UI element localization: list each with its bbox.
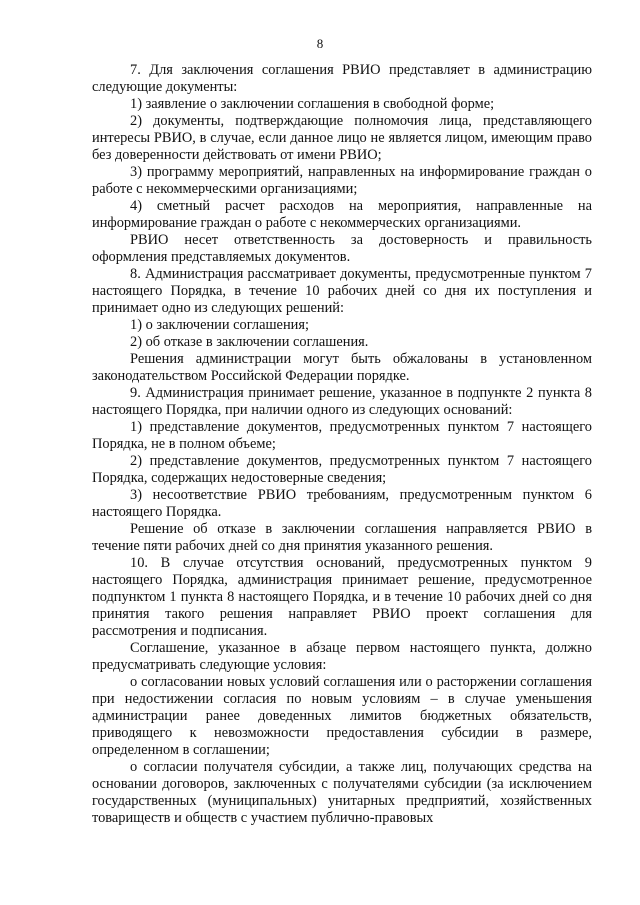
paragraph-7-item-1: 1) заявление о заключении соглашения в свободной форме; [130,96,495,112]
paragraph-9-refusal-notice: Решение об отказе в заключении соглашения направляется РВИО в течение пяти рабочих дней со дня принятия указанного решения. [92,521,592,554]
paragraph-10-condition-1: о согласовании новых условий соглашения или о расторжении соглашения при недостижении согласия по новым условиям – в случае уменьшения администрации ранее доведенных лимитов бюджетных обязательств, приводящего к невозможности предоставления субсидии в размере, определенном в соглашении; [92,674,592,758]
paragraph-10-agreement-conditions: Соглашение, указанное в абзаце первом настоящего пункта, должно предусматривать следующие условия: [92,640,592,673]
paragraph-7-intro: 7. Для заключения соглашения РВИО представляет в администрацию следующие документы: [92,62,592,95]
paragraph-7-item-2: 2) документы, подтверждающие полномочия лица, представляющего интересы РВИО, в случае, если данное лицо не является лицом, имеющим право без доверенности действовать от имени РВИО; [92,113,592,163]
paragraph-9-item-3: 3) несоответствие РВИО требованиям, предусмотренным пунктом 6 настоящего Порядка. [92,487,592,520]
paragraph-7-item-4: 4) сметный расчет расходов на мероприятия, направленные на информирование граждан о работе с некоммерческих организациями. [92,198,592,231]
paragraph-8-appeal: Решения администрации могут быть обжалованы в установленном законодательством Российской Федерации порядке. [92,351,592,384]
paragraph-10-intro: 10. В случае отсутствия оснований, предусмотренных пунктом 9 настоящего Порядка, администрация принимает решение, предусмотренное подпунктом 1 пункта 8 настоящего Порядка, и в течение 10 рабочих дней со дня принятия такого решения направляет РВИО проект соглашения для рассмотрения и подписания. [92,555,592,639]
document-body [92,62,592,827]
paragraph-10-condition-2: о согласии получателя субсидии, а также лиц, получающих средства на основании договоров, заключенных с получателями субсидии (за исключением государственных (муниципальных) унитарных предприятий, хозяйственных товариществ и обществ с участием публично-правовых [92,759,592,826]
paragraph-7-responsibility: РВИО несет ответственность за достоверность и правильность оформления представляемых документов. [92,232,592,265]
paragraph-9-item-1: 1) представление документов, предусмотренных пунктом 7 настоящего Порядка, не в полном объеме; [92,419,592,452]
paragraph-9-item-2: 2) представление документов, предусмотренных пунктом 7 настоящего Порядка, содержащих недостоверные сведения; [92,453,592,486]
paragraph-8-item-2: 2) об отказе в заключении соглашения. [130,334,369,350]
page-number: 8 [316,36,324,51]
paragraph-9-intro: 9. Администрация принимает решение, указанное в подпункте 2 пункта 8 настоящего Порядка, при наличии одного из следующих оснований: [92,385,592,418]
paragraph-7-item-3: 3) программу мероприятий, направленных на информирование граждан о работе с некоммерческими организациями; [92,164,592,197]
paragraph-8-item-1: 1) о заключении соглашения; [130,317,309,333]
paragraph-8-intro: 8. Администрация рассматривает документы, предусмотренные пунктом 7 настоящего Порядка, в течение 10 рабочих дней со дня их поступления и принимает одно из следующих решений: [92,266,592,316]
